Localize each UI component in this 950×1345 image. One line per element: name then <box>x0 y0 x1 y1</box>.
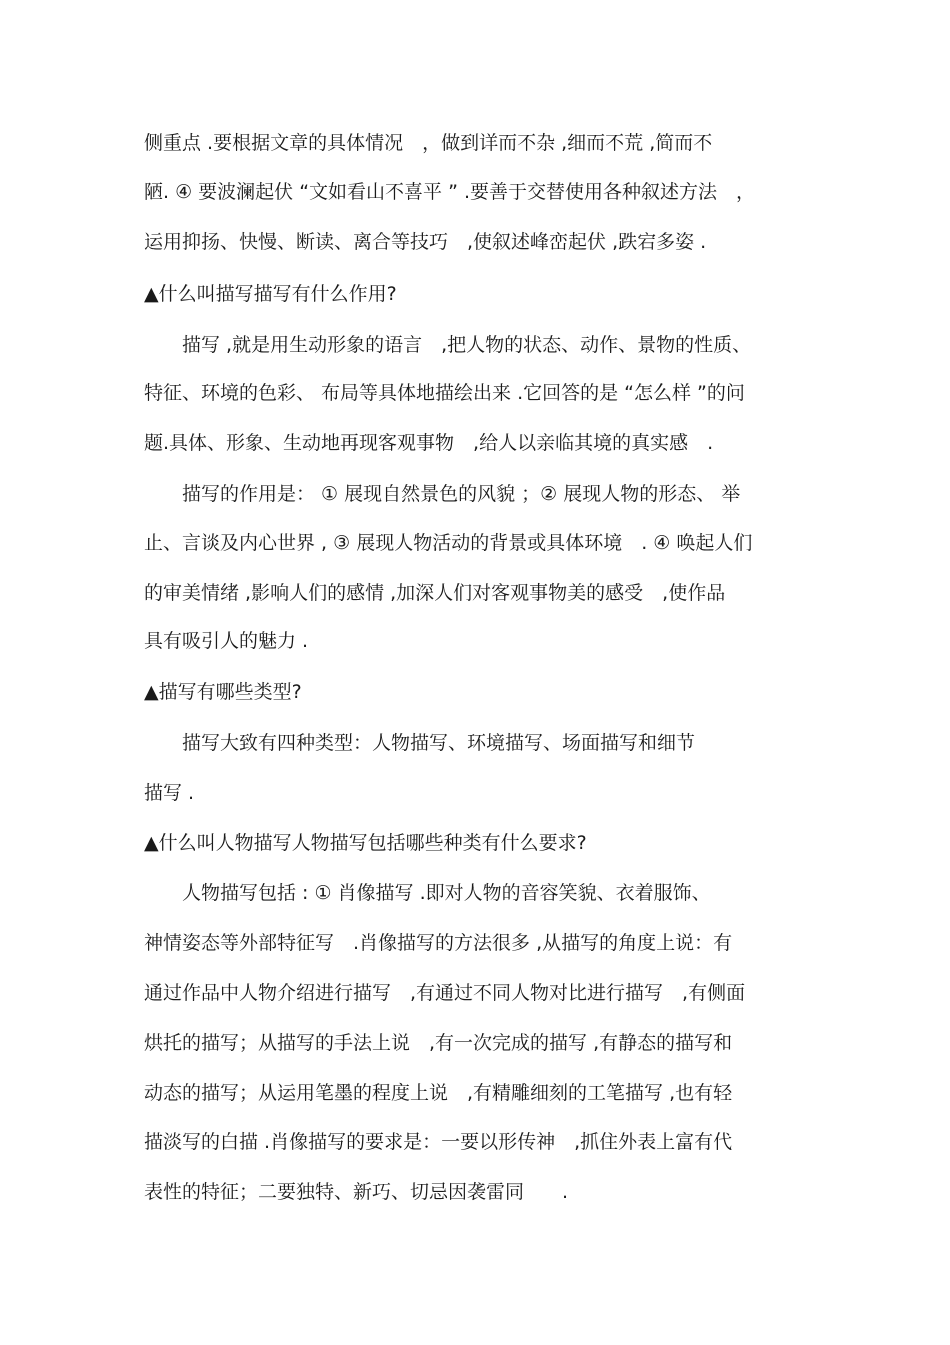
text-line: 的审美情绪 ,影响人们的感情 ,加深人们对客观事物美的感受 ,使作品 <box>144 582 726 604</box>
text-line: 运用抑扬、快慢、断读、离合等技巧 ,使叙述峰峦起伏 ,跌宕多姿 . <box>144 231 707 253</box>
text-line: 神情姿态等外部特征写 .肖像描写的方法很多 ,从描写的角度上说：有 <box>144 932 733 954</box>
section-heading: ▲描写有哪些类型? <box>144 681 302 703</box>
text-line: 描写 ,就是用生动形象的语言 ,把人物的状态、动作、景物的性质、 <box>144 334 752 356</box>
text-line: 特征、环境的色彩、 布局等具体地描绘出来 .它回答的是 “怎么样 ”的问 <box>144 382 745 404</box>
text-line: 表性的特征；二要独特、新巧、切忌因袭雷同 . <box>144 1181 569 1203</box>
text-line: 描淡写的白描 .肖像描写的要求是：一要以形传神 ,抓住外表上富有代 <box>144 1131 733 1153</box>
section-heading: ▲什么叫人物描写人物描写包括哪些种类有什么要求? <box>144 832 587 854</box>
text-line: 题.具体、形象、生动地再现客观事物 ,给人以亲临其境的真实感 . <box>144 432 714 454</box>
text-line: 止、言谈及内心世界 , ③ 展现人物活动的背景或具体环境 . ④ 唤起人们 <box>144 532 753 554</box>
text-line: 描写的作用是： ① 展现自然景色的风貌 ；② 展现人物的形态、 举 <box>144 483 741 505</box>
text-line: 动态的描写；从运用笔墨的程度上说 ,有精雕细刻的工笔描写 ,也有轻 <box>144 1082 733 1104</box>
text-line: 具有吸引人的魅力 . <box>144 630 309 652</box>
text-line: 描写大致有四种类型：人物描写、环境描写、场面描写和细节 <box>144 732 696 754</box>
text-line: 通过作品中人物介绍进行描写 ,有通过不同人物对比进行描写 ,有侧面 <box>144 982 746 1004</box>
text-line: 侧重点 .要根据文章的具体情况 ，做到详而不杂 ,细而不荒 ,简而不 <box>144 132 713 154</box>
text-line: 烘托的描写；从描写的手法上说 ,有一次完成的描写 ,有静态的描写和 <box>144 1032 733 1054</box>
text-line: 人物描写包括 : ① 肖像描写 .即对人物的音容笑貌、衣着服饰、 <box>144 882 711 904</box>
text-line: 描写 . <box>144 782 195 804</box>
text-line: 陋. ④ 要波澜起伏 “文如看山不喜平 ” .要善于交替使用各种叙述方法 ， <box>144 181 755 203</box>
section-heading: ▲什么叫描写描写有什么作用? <box>144 283 397 305</box>
